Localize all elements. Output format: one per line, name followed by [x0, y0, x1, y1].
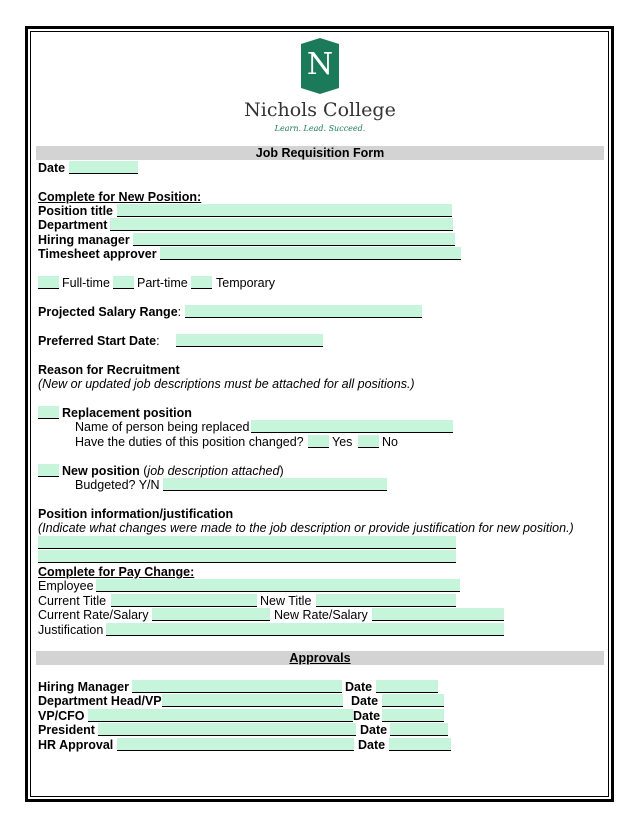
pay-change-heading: Complete for Pay Change: — [38, 565, 195, 579]
replaced-name-field[interactable] — [251, 420, 453, 433]
approval-dept-head-field[interactable] — [162, 694, 343, 707]
start-date-label: Preferred Start Date — [38, 334, 157, 348]
current-rate-field[interactable] — [152, 608, 270, 621]
approval-hiring-manager-label: Hiring Manager — [38, 680, 129, 694]
justification-field-2[interactable] — [38, 550, 456, 563]
approvals-bar — [36, 651, 604, 665]
form-title-bar — [36, 146, 604, 160]
current-title-label: Current Title — [38, 594, 107, 608]
approval-president-label: President — [38, 723, 95, 737]
approval-president-field[interactable] — [98, 723, 356, 736]
new-position-note: job description attached — [147, 464, 280, 478]
approval-hiring-manager-date-field[interactable] — [376, 680, 438, 693]
approval-president-date-field[interactable] — [390, 723, 448, 736]
department-field[interactable] — [110, 218, 453, 231]
part-time-checkbox[interactable] — [113, 276, 134, 289]
part-time-label: Part-time — [137, 276, 188, 290]
timesheet-approver-label: Timesheet approver — [38, 247, 157, 261]
approval-hiring-manager-date-label: Date — [345, 680, 373, 694]
position-title-field[interactable] — [117, 204, 452, 217]
employee-field[interactable] — [96, 579, 460, 592]
approval-president-date-label: Date — [360, 723, 388, 737]
current-rate-label: Current Rate/Salary — [38, 608, 149, 622]
duties-yes-checkbox[interactable] — [308, 435, 329, 448]
hiring-manager-label: Hiring manager — [38, 233, 130, 247]
pay-justification-label: Justification — [38, 623, 104, 637]
duties-no-label: No — [382, 435, 398, 449]
salary-range-label: Projected Salary Range — [38, 305, 178, 319]
department-label: Department — [38, 218, 108, 232]
recruitment-note: (New or updated job descriptions must be attached for all positions.) — [38, 377, 415, 391]
justification-heading: Position information/justification — [38, 507, 234, 521]
justification-note: (Indicate what changes were made to the job description or provide justification for new position.) — [38, 521, 574, 535]
approval-vp-cfo-label: VP/CFO — [38, 709, 85, 723]
approvals-heading: Approvals — [289, 651, 351, 665]
current-title-field[interactable] — [111, 594, 257, 607]
budgeted-label: Budgeted? Y/N — [75, 478, 160, 492]
salary-range-row: Projected Salary Range: — [38, 305, 182, 319]
employee-label: Employee — [38, 579, 94, 593]
date-field[interactable] — [69, 161, 138, 174]
salary-range-field[interactable] — [185, 305, 422, 318]
date-label: Date — [38, 161, 66, 175]
form-title: Job Requisition Form — [255, 146, 385, 160]
budgeted-field[interactable] — [163, 478, 387, 491]
new-position-checkbox[interactable] — [38, 464, 59, 477]
hiring-manager-field[interactable] — [133, 233, 455, 246]
duties-yes-label: Yes — [332, 435, 353, 449]
position-title-label: Position title — [38, 204, 113, 218]
new-position-label: New position — [62, 464, 140, 478]
pay-justification-field[interactable] — [106, 623, 504, 636]
approval-dept-head-date-field[interactable] — [382, 694, 444, 707]
approval-hr-date-label: Date — [358, 738, 386, 752]
recruitment-heading: Reason for Recruitment — [38, 363, 180, 377]
start-date-field[interactable] — [176, 334, 323, 347]
full-time-label: Full-time — [62, 276, 110, 290]
duties-changed-label: Have the duties of this position changed? — [75, 435, 304, 449]
timesheet-approver-field[interactable] — [160, 247, 461, 260]
approval-vp-cfo-field[interactable] — [88, 709, 353, 722]
duties-no-checkbox[interactable] — [358, 435, 379, 448]
approval-hr-date-field[interactable] — [389, 738, 451, 751]
college-tagline: Learn. Lead. Succeed. — [274, 124, 366, 133]
replaced-name-label: Name of person being replaced — [75, 420, 250, 434]
temporary-checkbox[interactable] — [191, 276, 212, 289]
new-title-label: New Title — [260, 594, 312, 608]
approval-hr-field[interactable] — [117, 738, 354, 751]
college-name: Nichols College — [244, 99, 396, 121]
justification-field-1[interactable] — [38, 536, 456, 549]
new-position-heading: Complete for New Position: — [38, 190, 202, 204]
approval-hr-label: HR Approval — [38, 738, 114, 752]
approval-vp-cfo-date-label: Date — [353, 709, 381, 723]
approval-dept-head-date-label: Date — [351, 694, 379, 708]
full-time-checkbox[interactable] — [38, 276, 59, 289]
start-date-row: Preferred Start Date: — [38, 334, 160, 348]
logo-letter: N — [306, 47, 334, 82]
replacement-label: Replacement position — [62, 406, 192, 420]
approval-hiring-manager-field[interactable] — [132, 680, 342, 693]
new-title-field[interactable] — [316, 594, 456, 607]
approval-dept-head-label: Department Head/VP — [38, 694, 162, 708]
new-rate-field[interactable] — [372, 608, 504, 621]
date-row — [38, 161, 65, 175]
replacement-checkbox[interactable] — [38, 406, 59, 419]
college-logo — [301, 38, 339, 94]
new-rate-label: New Rate/Salary — [274, 608, 368, 622]
temporary-label: Temporary — [216, 276, 276, 290]
new-position-row: New position (job description attached) — [62, 464, 284, 478]
approval-vp-cfo-date-field[interactable] — [382, 709, 444, 722]
